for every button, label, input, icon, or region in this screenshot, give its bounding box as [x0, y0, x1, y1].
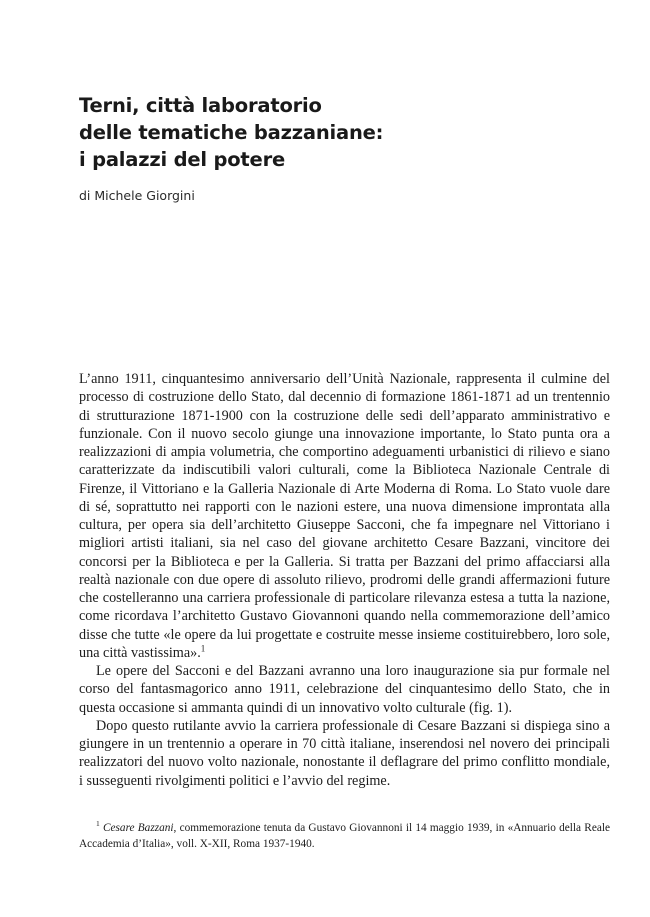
body-paragraph-3: Dopo questo rutilante avvio la carriera professionale di Cesare Bazzani si dispiega sino a giungere in un trentennio a operare in 70 città italiane, inserendosi nel novero dei principali realizzatori del nuovo volto nazionale, nonostante il deflagrare del primo conflitto mondiale, i susseguenti rivolgimenti politici e l’avvio del regime. — [79, 717, 610, 789]
body-paragraph-1: L’anno 1911, cinquantesimo anniversario dell’Unità Nazionale, rappresenta il culmine del processo di costruzione dello Stato, dal decennio di formazione 1861-1871 ad un trentennio di strutturazione 1871-1900 con la costruzione delle sedi dell’apparato amministrativo e funzionale. Con il nuovo secolo giunge una innovazione importante, lo Stato punta ora a realizzazioni di ampia volumetria, che comportino adeguamenti urbanistici di rilievo e siano caratterizzate da indiscutibili valori culturali, come la Biblioteca Nazionale Centrale di Firenze, il Vittoriano e la Galleria Nazionale di Arte Moderna di Roma. Lo Stato vuole dare di sé, soprattutto nei rapporti con le nazioni estere, una nuova dimensione improntata alla cultura, per opera sia dell’architetto Giuseppe Sacconi, che fa impegnare nel Vittoriano i migliori artisti italiani, sia nel caso del giovane architetto Cesare Bazzani, vincitore dei concorsi per la Biblioteca e per la Galleria. Si tratta per Bazzani del primo affacciarsi alla realtà nazionale con due opere di assoluto rilievo, prodromi delle grandi affermazioni future che costelleranno una carriera professionale di particolare rilevanza estesa a tutta la nazione, come ricordava l’architetto Gustavo Giovannoni quando nella commemorazione dell’amico disse che tutte «le opere da lui progettate e costruite messe insieme costituirebbero, loro sole, una città vastissima».$^1$ — [79, 371, 610, 661]
title-line-3: i palazzi del potere — [79, 148, 286, 171]
article-title — [79, 92, 579, 173]
paragraph-1-text: L’anno 1911, cinquantesimo anniversario dell’Unità Nazionale, rappresenta il culmine del processo di costruzione dello Stato, dal decennio di formazione 1861-1871 ad un trentennio di strutturazione 1871-1900 con la costruzione delle sedi dell’apparato amministrativo e funzionale. Con il nuovo secolo giunge una innovazione importante, lo Stato punta ora a realizzazioni di ampia volumetria, che comportino adeguamenti urbanistici di rilievo e siano caratterizzate da indiscutibili valori culturali, come la Biblioteca Nazionale Centrale di Firenze, il Vittoriano e la Galleria Nazionale di Arte Moderna di Roma. Lo Stato vuole dare di sé, soprattutto nei rapporti con le nazioni estere, una nuova dimensione improntata alla cultura, per opera sia dell’architetto Giuseppe Sacconi, che fa impegnare nel Vittoriano i migliori artisti italiani, sia nel caso del giovane architetto Cesare Bazzani, vincitore dei concorsi per la Biblioteca e per la Galleria. Si tratta per Bazzani del primo affacciarsi alla realtà nazionale con due opere di assoluto rilievo, prodromi delle grandi affermazioni future che costelleranno una carriera professionale di particolare rilevanza estesa a tutta la nazione, come ricordava l’architetto Gustavo Giovannoni quando nella commemorazione dell’amico disse che tutte «le opere da lui progettate e costruite messe insieme costituirebbero, loro sole, una città vastissima» — [79, 371, 610, 661]
article-author: di Michele Giorgini — [79, 188, 195, 203]
title-line-2: delle tematiche bazzaniane: — [79, 121, 384, 144]
footnote-1 — [79, 820, 610, 852]
title-line-1: Terni, città laboratorio — [79, 94, 322, 117]
article-body — [79, 370, 610, 790]
footnote — [79, 820, 610, 852]
footnote-text: , commemorazione tenuta da Gustavo Giovannoni il 14 maggio 1939, in «Annuario della Reale Accademia d’Italia», voll. X-XII, Roma 1937-1940. — [79, 822, 610, 850]
footnote-italic-title: Cesare Bazzani — [102, 822, 174, 834]
footnote-number: 1 — [96, 819, 100, 829]
footnote-reference[interactable]: 1 — [200, 643, 206, 654]
body-paragraph-2: Le opere del Sacconi e del Bazzani avranno una loro inaugurazione sia pur formale nel corso del fantasmagorico anno 1911, celebrazione del cinquantesimo dello Stato, che in questa occasione si ammanta quindi di un innovativo volto culturale (fig. 1). — [79, 663, 610, 716]
